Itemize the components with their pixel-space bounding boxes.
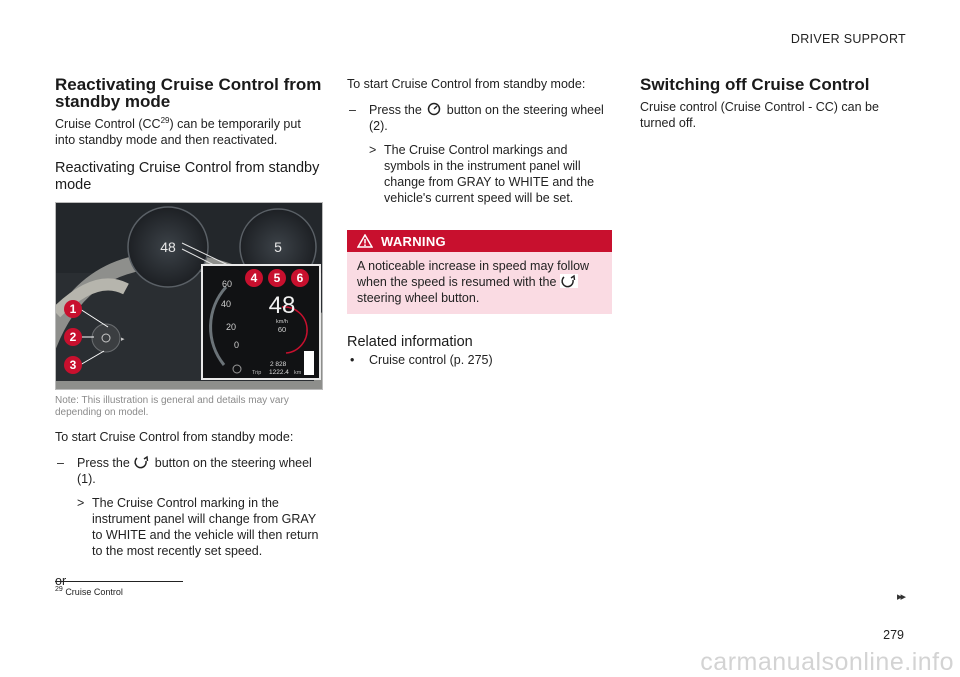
- warning-text: [347, 252, 612, 314]
- section-header: DRIVER SUPPORT: [790, 32, 906, 46]
- footnote-text: Cruise Control: [65, 587, 123, 597]
- warning-header: [347, 230, 612, 252]
- procedure-result: > The Cruise Control marking in the instrument panel will change from GRAY to WHITE and the vehicle will then return to the most recently set speed.: [77, 496, 319, 558]
- result-text: The Cruise Control marking in the instrument panel will change from GRAY to WHITE and the vehicle will then return to the most recently set speed.: [92, 496, 319, 558]
- result-text: The Cruise Control markings and symbols in the instrument panel will change from GRAY to WHITE and the vehicle's current speed will be set.: [384, 143, 595, 205]
- callout-2-label: 2: [69, 330, 77, 344]
- footnote-number: 29: [55, 586, 63, 593]
- zoom-tick: 0: [234, 340, 240, 350]
- intro-text-cont: ) can be temporarily put into standby mode and then reactivated.: [55, 117, 301, 147]
- callout-6-label: 6: [296, 271, 304, 285]
- procedure-result-2: > The Cruise Control markings and symbols in the instrument panel will change from GRAY to WHITE and the vehicle's current speed will be set.: [369, 143, 595, 205]
- trip-distance: 1222.4: [269, 369, 289, 376]
- related-link-text[interactable]: Cruise control (p. 275): [369, 353, 493, 367]
- procedure-lead: To start Cruise Control from standby mode:: [55, 430, 294, 444]
- page-number: 279: [883, 628, 904, 642]
- switch-off-paragraph: Cruise control (Cruise Control - CC) can be turned off.: [640, 100, 879, 130]
- column-1: [55, 76, 323, 597]
- zoom-unit: km/h: [276, 319, 288, 325]
- next-page-arrow-icon[interactable]: ▸▸: [896, 591, 904, 603]
- illustration-graphic: [56, 203, 322, 389]
- zoom-speed: 48: [268, 292, 296, 319]
- section-title-2: Switching off Cruise Control: [640, 75, 870, 94]
- related-information-heading: Related information: [347, 334, 473, 350]
- speedometer-button-icon: [425, 102, 443, 116]
- trip-odometer: 2 828: [270, 361, 287, 368]
- footnote-divider: [55, 581, 183, 582]
- warning-box: [347, 230, 612, 314]
- step-text: Press the: [77, 456, 130, 470]
- resume-button-icon: [560, 274, 578, 288]
- or-text: or: [55, 574, 67, 588]
- subheading: Reactivating Cruise Control from standby mode: [55, 160, 320, 193]
- section-title: Reactivating Cruise Control from standby mode: [55, 75, 322, 111]
- callout-1-label: 1: [69, 302, 77, 316]
- column-2: [347, 76, 615, 368]
- dial-speed: 48: [160, 239, 176, 255]
- procedure-step-2: – Press the button on the steering wheel (2).: [349, 103, 604, 133]
- instrument-panel-illustration: [55, 202, 323, 390]
- zoom-set-speed: 60: [277, 325, 287, 334]
- zoom-tick: 60: [222, 279, 233, 289]
- callout-4-label: 4: [250, 271, 258, 285]
- step-text: Press the: [369, 103, 422, 117]
- zoom-tick: 40: [221, 299, 232, 309]
- zoom-tick: 20: [226, 322, 237, 332]
- warning-label: WARNING: [381, 233, 446, 249]
- watermark: carmanualsonline.info: [700, 648, 954, 676]
- column-3: [640, 76, 908, 139]
- warning-text-a: A noticeable increase in speed may follow when the speed is resumed with the: [357, 259, 590, 289]
- svg-text:▸: ▸: [121, 336, 125, 343]
- procedure-step: – Press the button on the steering wheel (1).: [57, 456, 312, 486]
- intro-paragraph: [55, 116, 323, 148]
- footnote: [55, 587, 123, 597]
- trip-label: Trip: [252, 370, 262, 376]
- illustration-note: Note: This illustration is general and details may vary depending on model.: [55, 395, 289, 418]
- dial-rpm: 5: [274, 239, 282, 255]
- procedure-lead-2: To start Cruise Control from standby mode:: [347, 77, 586, 91]
- related-link[interactable]: • Cruise control (p. 275): [350, 353, 493, 367]
- step-text-cont: button on the steering wheel (2).: [369, 103, 604, 133]
- warning-triangle-icon: [357, 234, 373, 248]
- callout-3-label: 3: [69, 358, 77, 372]
- resume-button-icon: [133, 455, 151, 469]
- warning-text-b: steering wheel button.: [357, 291, 480, 305]
- footnote-ref[interactable]: 29: [160, 115, 170, 125]
- callout-5-label: 5: [273, 271, 281, 285]
- intro-text: Cruise Control (CC: [55, 117, 161, 131]
- step-text-cont: button on the steering wheel (1).: [77, 456, 312, 486]
- trip-unit: km: [294, 370, 302, 376]
